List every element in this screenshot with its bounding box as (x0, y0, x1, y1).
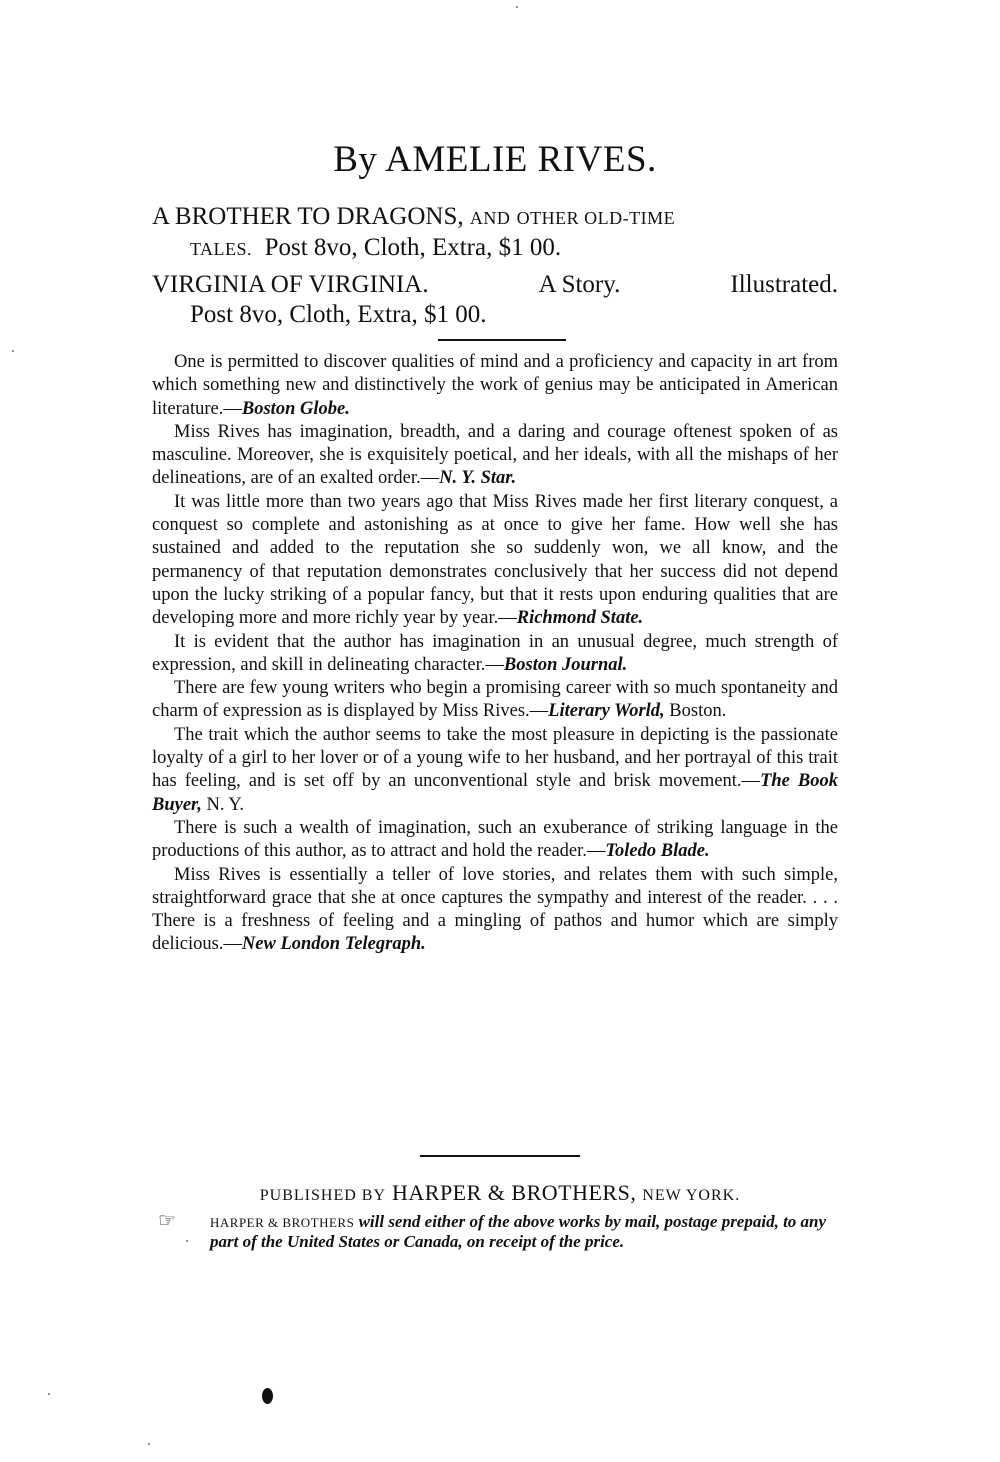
author-heading (150, 138, 840, 181)
ink-speck (148, 1443, 150, 1445)
review-text: There is such a wealth of imagination, such an exuberance of striking language in the productions of this author, as to attract and hold the reader.— (152, 817, 838, 862)
review-paragraph (152, 351, 838, 421)
divider-rule (438, 339, 566, 341)
review-source: N. Y. Star. (439, 468, 517, 489)
review-paragraph (152, 817, 838, 864)
review-source: New London Telegraph. (241, 934, 426, 955)
book-price-details: Post 8vo, Cloth, Extra, $1 00. (190, 301, 487, 328)
review-text: Miss Rives has imagination, breadth, and a daring and courage oftenest spoken of as masculine. Moreover, she is exquisitely poetical, and her ideals, with all the mishaps of her delineations, are of an exalted order.— (152, 421, 838, 489)
press-reviews (152, 351, 838, 957)
heading-by: By (333, 139, 378, 180)
review-source: Boston Journal. (503, 654, 628, 675)
book-subtitle: OTHER OLD-TIME (516, 208, 676, 228)
review-source: Toledo Blade. (605, 841, 710, 862)
book-illustrated: Illustrated. (730, 271, 838, 298)
heading-author: AMELIE RIVES. (385, 139, 657, 180)
book-subtitle: A Story. (538, 271, 621, 298)
pointing-hand-icon: ☞ (158, 1210, 176, 1232)
review-paragraph (152, 724, 838, 817)
review-paragraph (152, 677, 838, 724)
review-source: Literary World, (548, 701, 665, 722)
ink-speck (12, 350, 14, 352)
book-title-line (152, 270, 838, 300)
review-paragraph (152, 421, 838, 491)
book-title-line (152, 202, 838, 233)
book-details-line (152, 233, 838, 264)
publisher-prefix: PUBLISHED BY (259, 1187, 386, 1204)
review-text: Miss Rives is essentially a teller of love stories, and relates them with such simple, straightforward grace that she at once captures the sympathy and interest of the reader. . . . There is a freshness of feeling and a mingling of pathos and humor which are simply delicious.— (152, 864, 838, 955)
review-source: Richmond State. (516, 608, 644, 629)
review-paragraph (152, 631, 838, 678)
publisher-city: NEW YORK. (642, 1187, 741, 1204)
review-source-suffix: N. Y. (201, 794, 245, 815)
notice-text (210, 1212, 842, 1251)
book-price-details: Post 8vo, Cloth, Extra, $1 00. (264, 234, 562, 261)
book-subtitle-and: AND (469, 208, 511, 228)
divider-rule (420, 1155, 580, 1157)
book-details-line (152, 300, 838, 330)
review-text: One is permitted to discover qualities of mind and a proficiency and capacity in art from which something new and distinctively the work of genius may be anticipated in American literature.— (152, 352, 838, 419)
notice-publisher-name: HARPER & BROTHERS (210, 1215, 355, 1230)
ink-speck (48, 1393, 50, 1395)
book-entry-virginia-of-virginia (152, 270, 838, 330)
ink-dot (262, 1388, 273, 1404)
review-source-suffix: Boston. (664, 701, 727, 722)
review-text: There are few young writers who begin a promising career with so much spontaneity and charm of expression as is displayed by Miss Rives.— (152, 678, 838, 722)
publisher-line (150, 1180, 850, 1206)
review-text: It was little more than two years ago that Miss Rives made her first literary conquest, a conquest so complete and astonishing as at once to give her fame. How well she has sustained and added to the reputation she so suddenly won, we all know, and the permanency of that reputation demonstrates conclusively that her success did not depend upon the lucky striking of a popular fancy, but that it rests upon enduring qualities that are developing more and more richly year by year.— (152, 491, 838, 629)
book-subtitle-tales: TALES. (190, 239, 253, 259)
mail-order-notice (158, 1212, 842, 1251)
notice-body: will send either of the above works by mail, postage prepaid, to any part of the United States or Canada, on receipt of the price. (210, 1212, 827, 1251)
review-paragraph (152, 491, 838, 631)
ink-speck (186, 1240, 188, 1242)
publisher-name: HARPER & BROTHERS, (392, 1180, 637, 1205)
review-paragraph (152, 864, 838, 957)
review-text: The trait which the author seems to take the most pleasure in depicting is the passionate loyalty of a girl to her lover or of a young wife to her husband, and her portrayal of this trait has feeling, and is set off by an unconventional style and brisk movement.— (152, 724, 838, 792)
ink-speck (516, 6, 518, 8)
book-title: A BROTHER TO DRAGONS, (152, 203, 464, 230)
book-title: VIRGINIA OF VIRGINIA. (152, 271, 429, 298)
review-text: It is evident that the author has imagination in an unusual degree, much strength of expression, and skill in delineating character.— (152, 631, 838, 675)
review-source: Boston Globe. (241, 398, 350, 419)
book-entry-brother-to-dragons (152, 202, 838, 264)
review-source: The Book Buyer, (152, 771, 839, 815)
